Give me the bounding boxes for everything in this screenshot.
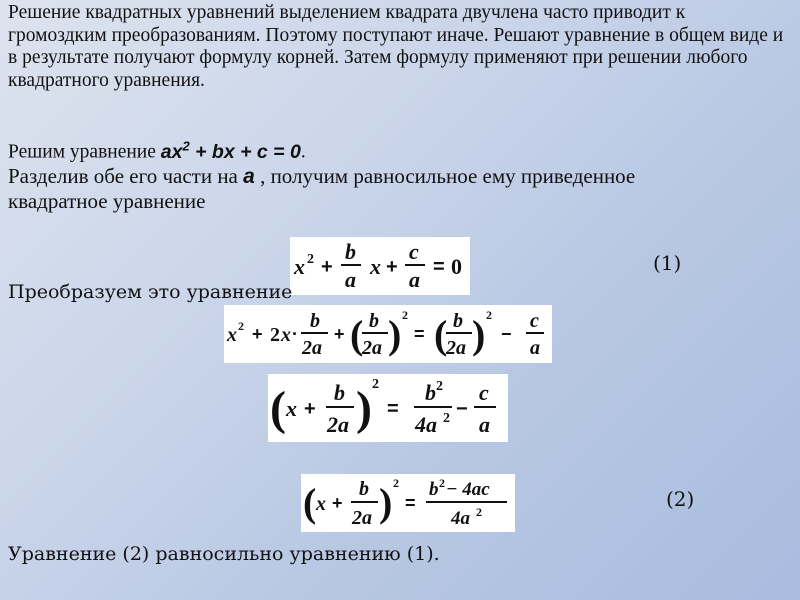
svg-text:x: x [227, 324, 237, 346]
svg-text:2a: 2a [446, 337, 466, 359]
svg-text:b: b [369, 310, 379, 332]
svg-text:+: + [321, 256, 333, 278]
svg-text:=: = [433, 256, 445, 278]
formula-discriminant-form [301, 474, 515, 532]
solve-equation-line: Решим уравнение $ax^2$ + bx + c = 0. [8, 138, 306, 163]
svg-text:−: − [456, 398, 468, 420]
svg-text:x: x [286, 396, 297, 421]
svg-text:a: a [479, 412, 490, 437]
divisor-variable: a [243, 165, 255, 188]
svg-text:−: − [501, 324, 512, 344]
svg-text:x: x [281, 324, 291, 346]
equation-number-1: (1) [653, 251, 682, 275]
svg-text:2: 2 [443, 411, 450, 426]
svg-text:+: + [304, 398, 316, 420]
svg-text:2: 2 [393, 476, 399, 490]
right-paren: ) [388, 312, 402, 357]
left-paren: ( [350, 312, 364, 357]
svg-text:c: c [530, 310, 539, 332]
svg-text:=: = [405, 493, 416, 513]
svg-text:a: a [530, 337, 540, 359]
right-paren: ) [356, 382, 372, 435]
svg-text:b: b [310, 310, 320, 332]
svg-text:c: c [409, 239, 419, 264]
svg-text:a: a [345, 267, 356, 292]
formula-square-binomial [268, 374, 508, 442]
svg-text:2a: 2a [362, 337, 382, 359]
svg-text:x: x [370, 254, 381, 279]
left-paren: ( [270, 382, 286, 435]
svg-text:2: 2 [486, 308, 492, 322]
svg-text:2: 2 [439, 476, 445, 490]
right-paren: ) [379, 480, 393, 525]
svg-text:a: a [409, 267, 420, 292]
formula-complete-square [224, 305, 552, 363]
svg-text:+: + [334, 324, 345, 344]
formula-reduced-equation [290, 237, 470, 295]
left-paren: ( [303, 480, 317, 525]
transform-line: Преобразуем это уравнение [8, 281, 293, 303]
solve-prefix: Решим уравнение [8, 141, 161, 163]
svg-text:2: 2 [307, 252, 314, 267]
svg-text:b: b [425, 380, 436, 405]
conclusion-line: Уравнение (2) равносильно уравнению (1). [8, 543, 440, 565]
svg-text:2a: 2a [327, 412, 349, 437]
svg-text:c: c [479, 380, 489, 405]
svg-text:4a: 4a [451, 508, 470, 529]
svg-text:2: 2 [436, 379, 443, 394]
right-paren: ) [472, 312, 486, 357]
general-equation: $ax^2$ + bx + c = 0 [160, 138, 301, 163]
svg-text:x: x [316, 493, 326, 515]
svg-text:b: b [334, 380, 345, 405]
svg-text:·: · [292, 324, 298, 344]
left-paren: ( [434, 312, 448, 357]
svg-text:− 4ac: − 4ac [446, 479, 490, 500]
svg-text:2: 2 [402, 308, 408, 322]
intro-paragraph: Решение квадратных уравнений выделением квадрата двучлена часто приводит к громоздким преобразованиям. Поэтому поступают иначе. Решают уравнение в общем виде и в результате получают формулу корней. Затем формулу применяют при решении любого квадратного уравнения. [8, 2, 784, 91]
svg-text:2a: 2a [352, 507, 372, 529]
svg-text:b: b [453, 310, 463, 332]
svg-text:=: = [414, 324, 425, 344]
svg-text:2a: 2a [302, 337, 322, 359]
svg-text:b: b [429, 479, 439, 500]
svg-text:2: 2 [238, 319, 244, 333]
equation-number-2: (2) [666, 487, 695, 511]
svg-text:+: + [252, 324, 263, 344]
svg-text:=: = [387, 398, 399, 420]
svg-text:x: x [294, 254, 305, 279]
svg-text:b: b [345, 239, 356, 264]
svg-text:+: + [332, 493, 343, 513]
svg-text:4a: 4a [415, 412, 437, 437]
svg-text:2: 2 [270, 324, 280, 346]
svg-text:b: b [359, 478, 369, 500]
divide-paragraph: Разделив обе его части на a , получим равносильное ему приведенное квадратное уравнение [8, 164, 636, 213]
svg-text:2: 2 [372, 377, 379, 392]
svg-text:2: 2 [476, 505, 482, 519]
svg-text:+: + [386, 256, 398, 278]
svg-text:0: 0 [451, 254, 462, 279]
